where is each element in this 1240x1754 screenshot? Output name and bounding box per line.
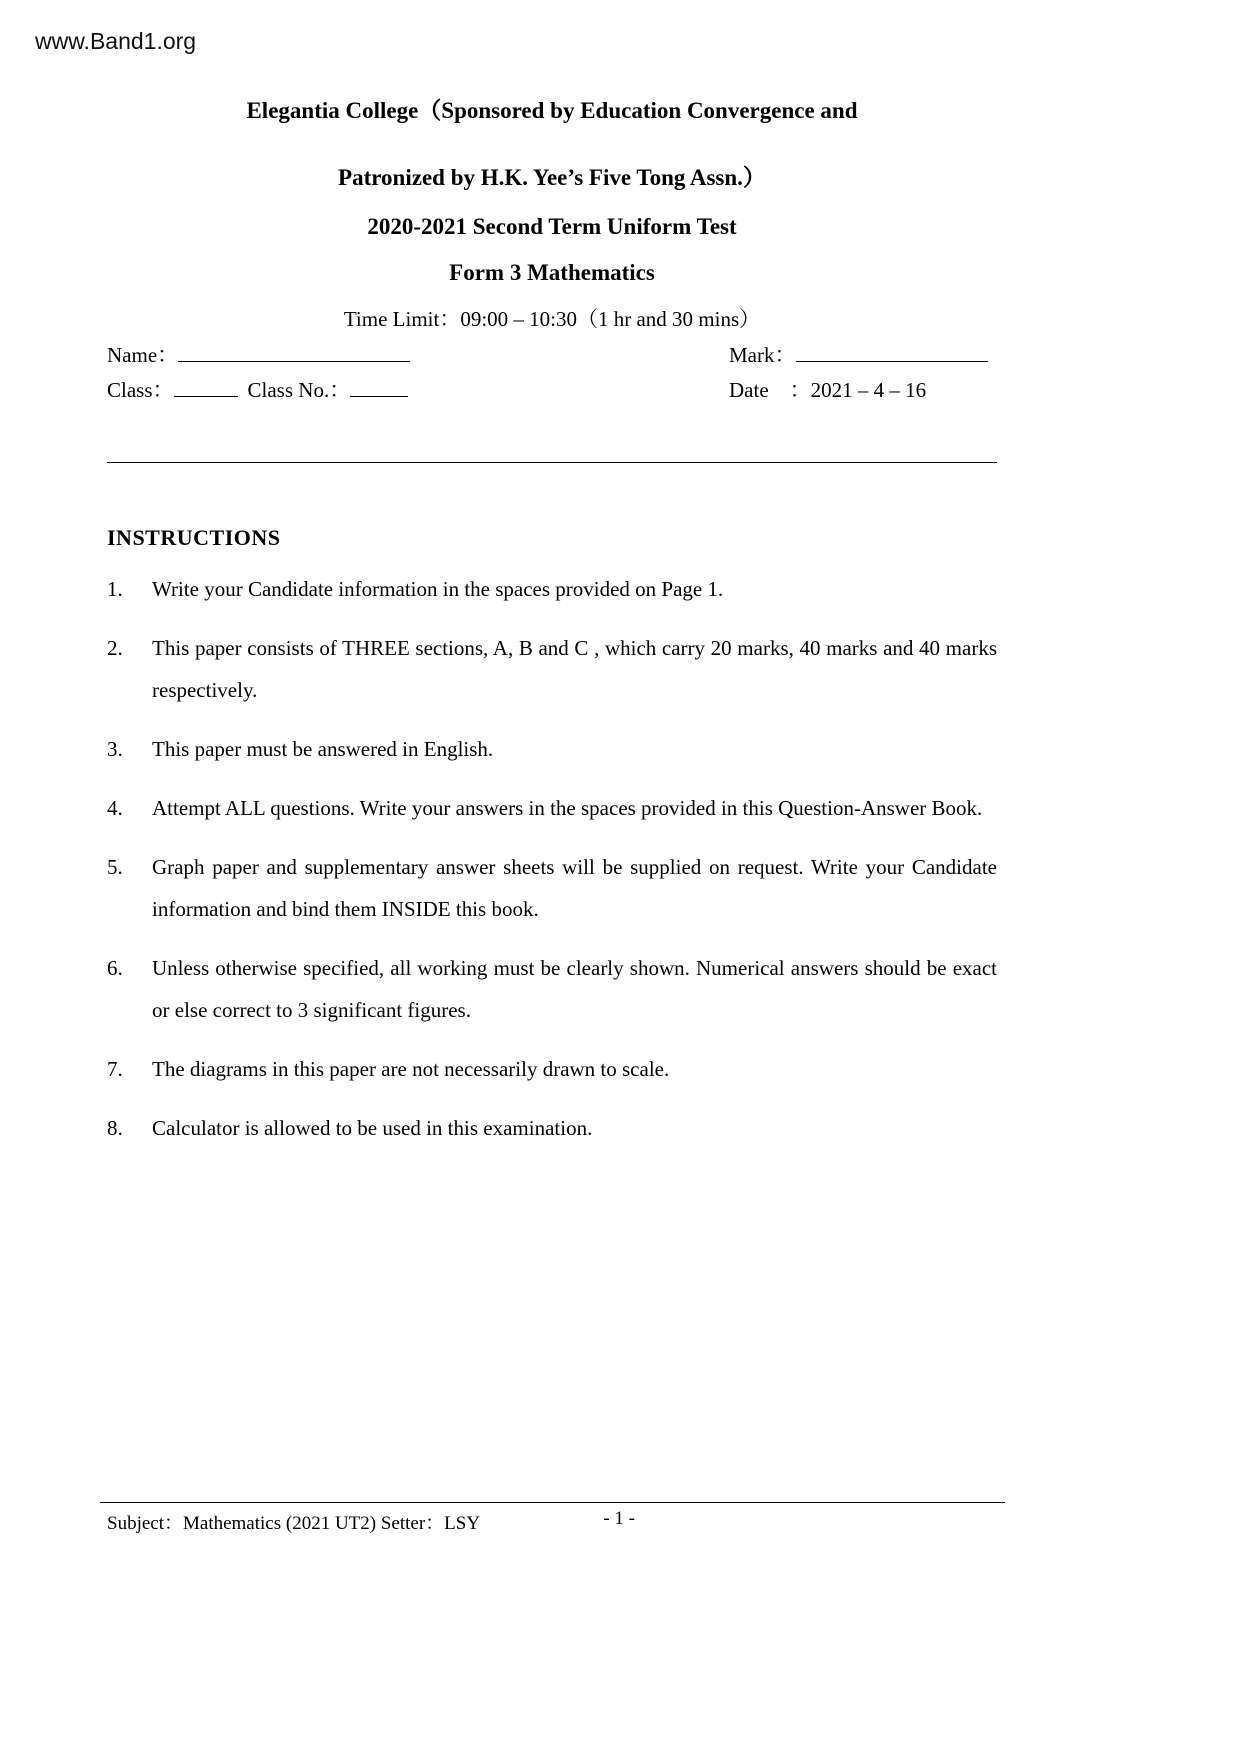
exam-title: 2020-2021 Second Term Uniform Test <box>367 214 737 239</box>
date-field-group <box>729 376 997 404</box>
mark-blank-line <box>796 343 988 362</box>
instruction-text: This paper consists of THREE sections, A, B and C , which carry 20 marks, 40 marks and 40 marks respectively. <box>152 636 997 702</box>
candidate-row-2 <box>107 376 997 404</box>
subject-title: Form 3 Mathematics <box>449 260 655 285</box>
name-label: Name： <box>107 343 179 367</box>
instruction-number: 7. <box>107 1057 123 1081</box>
college-title-line1: Elegantia College（Sponsored by Education Convergence and <box>246 98 858 123</box>
date-value: 2021 – 4 – 16 <box>810 378 927 402</box>
instruction-item <box>107 1107 997 1149</box>
name-field-group <box>107 341 410 369</box>
instruction-number: 2. <box>107 636 123 660</box>
footer-inner <box>100 1508 1005 1535</box>
instruction-item <box>107 728 997 770</box>
site-watermark: www.Band1.org <box>35 28 197 54</box>
instruction-number: 5. <box>107 855 123 879</box>
footer-page-number: - 1 - <box>603 1508 635 1529</box>
instruction-item <box>107 627 997 711</box>
instruction-number: 8. <box>107 1116 123 1140</box>
instruction-item <box>107 787 997 829</box>
instruction-text: Calculator is allowed to be used in this examination. <box>152 1116 593 1140</box>
instructions-heading: INSTRUCTIONS <box>107 525 281 550</box>
instruction-number: 1. <box>107 577 123 601</box>
date-label: Date ： <box>729 378 811 402</box>
class-no-label: Class No.： <box>247 378 351 402</box>
instruction-item <box>107 568 997 610</box>
footer-subject-line: Subject：Mathematics (2021 UT2) Setter：LSY <box>107 1513 481 1534</box>
page-footer <box>100 1502 1005 1535</box>
instruction-text: Write your Candidate information in the spaces provided on Page 1. <box>152 577 724 601</box>
mark-field-group <box>729 341 997 369</box>
instruction-item <box>107 846 997 930</box>
page-content <box>107 96 997 1149</box>
instruction-item <box>107 1048 997 1090</box>
instruction-text: The diagrams in this paper are not necessarily drawn to scale. <box>152 1057 670 1081</box>
class-no-blank-line <box>350 378 408 397</box>
time-limit: Time Limit：09:00 – 10:30（1 hr and 30 mins） <box>343 307 761 331</box>
instruction-text: Attempt ALL questions. Write your answers in the spaces provided in this Question-Answer Book. <box>152 796 983 820</box>
instruction-text: Unless otherwise specified, all working must be clearly shown. Numerical answers should be exact or else correct to 3 significant figures. <box>152 956 997 1022</box>
class-field-group <box>107 376 408 404</box>
instruction-number: 3. <box>107 737 123 761</box>
college-title-line2: Patronized by H.K. Yee’s Five Tong Assn.） <box>338 165 766 190</box>
name-blank-line <box>178 343 410 362</box>
mark-label: Mark： <box>729 343 796 367</box>
candidate-row-1 <box>107 341 997 369</box>
instruction-text: This paper must be answered in English. <box>152 737 494 761</box>
instruction-text: Graph paper and supplementary answer sheets will be supplied on request. Write your Candidate information and bind them INSIDE this book. <box>152 855 997 921</box>
instruction-number: 6. <box>107 956 123 980</box>
class-label: Class： <box>107 378 174 402</box>
class-blank-line <box>174 378 238 397</box>
instruction-item <box>107 947 997 1031</box>
instruction-number: 4. <box>107 796 123 820</box>
header-divider <box>107 462 997 463</box>
